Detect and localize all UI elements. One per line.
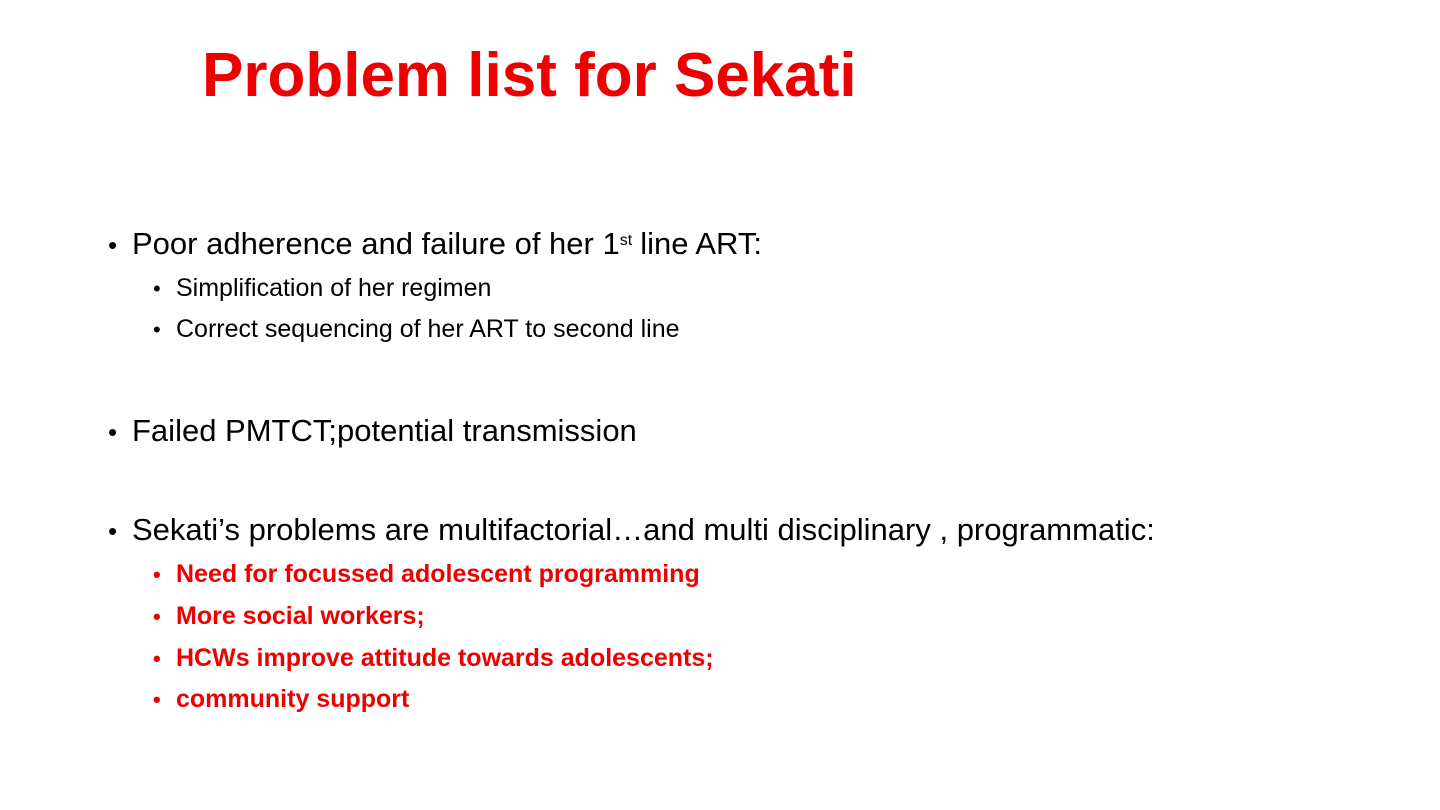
sub-bullet-social-workers <box>153 600 425 633</box>
sub-bullet-icon: • <box>153 687 161 712</box>
bullet-text <box>132 224 762 264</box>
bullet-icon: • <box>108 516 118 546</box>
bullet-text: Failed PMTCT;potential transmission <box>132 413 637 448</box>
sub-bullet-adolescent-programming <box>153 558 700 591</box>
sub-bullet-icon: • <box>153 646 161 671</box>
bullet-icon: • <box>108 230 118 260</box>
bullet-multifactorial <box>108 510 1155 551</box>
sub-bullet-icon: • <box>153 604 161 629</box>
bullet-text-pre: Poor adherence and failure of her 1 <box>132 226 620 261</box>
sub-bullet-text: community support <box>176 685 410 713</box>
sub-bullet-icon: • <box>153 276 161 301</box>
bullet-text: Sekati’s problems are multifactorial…and multi disciplinary , programmatic: <box>132 512 1155 547</box>
bullet-pmtct <box>108 411 637 452</box>
sub-bullet-hcw-attitude <box>153 642 714 675</box>
sub-bullet-icon: • <box>153 562 161 587</box>
ordinal-suffix: st <box>619 232 633 249</box>
sub-bullet-sequencing <box>153 313 680 346</box>
sub-bullet-simplification <box>153 272 491 305</box>
sub-bullet-text: Need for focussed adolescent programming <box>176 560 700 588</box>
bullet-adherence <box>108 224 762 265</box>
sub-bullet-text: Simplification of her regimen <box>176 274 492 302</box>
sub-bullet-icon: • <box>153 317 161 342</box>
sub-bullet-text: More social workers; <box>176 602 425 630</box>
slide-title: Problem list for Sekati <box>202 41 857 110</box>
sub-bullet-text: HCWs improve attitude towards adolescents; <box>176 644 714 672</box>
sub-bullet-community-support <box>153 683 409 716</box>
bullet-icon: • <box>108 417 118 447</box>
sub-bullet-text: Correct sequencing of her ART to second line <box>176 315 680 343</box>
bullet-text-post: line ART: <box>640 226 762 261</box>
